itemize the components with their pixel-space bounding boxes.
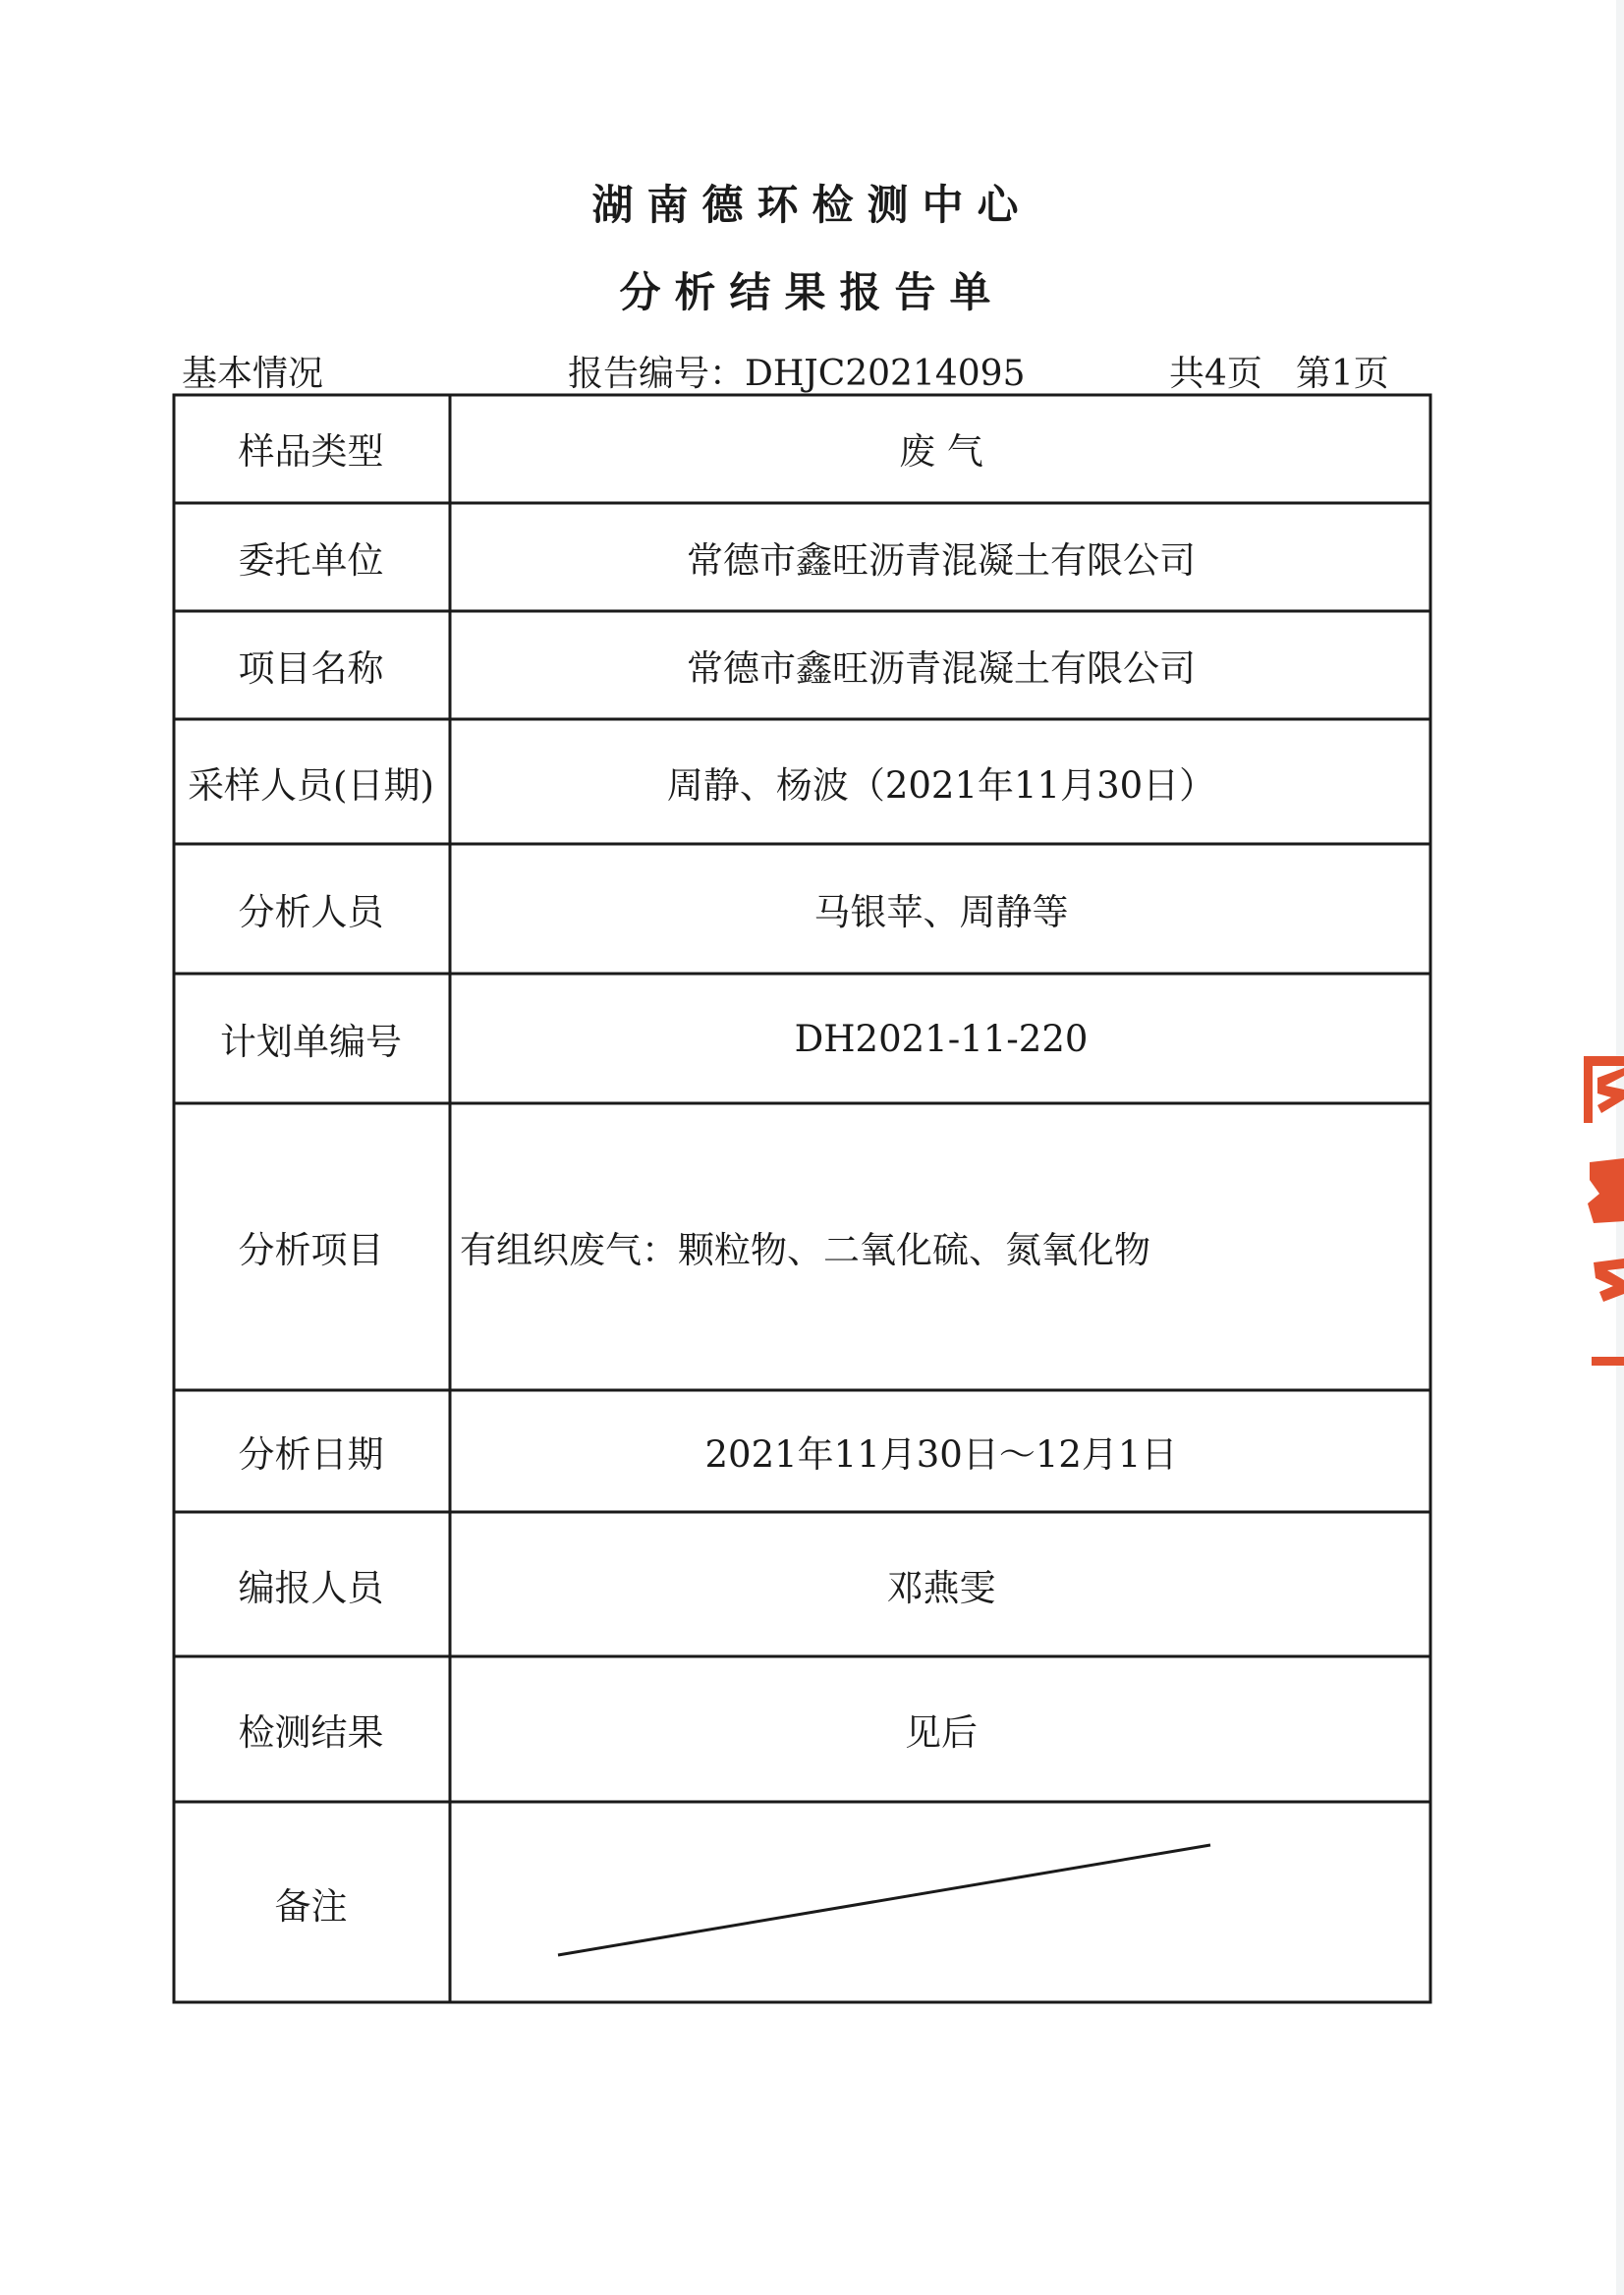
value-test-result: 见后 bbox=[905, 1711, 978, 1754]
label-sampler: 采样人员(日期) bbox=[188, 763, 434, 807]
section-label: 基本情况 bbox=[182, 354, 324, 394]
value-plan-number: DH2021-11-220 bbox=[794, 1017, 1089, 1060]
report-number: 报告编号：DHJC20214095 bbox=[568, 354, 1026, 394]
label-analysis-date: 分析日期 bbox=[238, 1433, 384, 1476]
value-compiler: 邓燕雯 bbox=[886, 1566, 996, 1609]
value-sample-type: 废 气 bbox=[899, 430, 983, 473]
info-table bbox=[172, 393, 1432, 2004]
label-analyst: 分析人员 bbox=[238, 891, 384, 933]
label-test-result: 检测结果 bbox=[238, 1711, 384, 1754]
value-client: 常德市鑫旺沥青混凝土有限公司 bbox=[687, 539, 1196, 582]
value-sampler: 周静、杨波（2021年11月30日） bbox=[666, 763, 1216, 807]
value-remarks bbox=[450, 1802, 1432, 2004]
label-client: 委托单位 bbox=[238, 539, 384, 582]
value-project-name: 常德市鑫旺沥青混凝土有限公司 bbox=[687, 647, 1196, 690]
org-name: 湖南德环检测中心 bbox=[591, 181, 1033, 229]
value-analysis-date: 2021年11月30日～12月1日 bbox=[704, 1433, 1178, 1476]
label-sample-type: 样品类型 bbox=[238, 430, 384, 473]
page-indicator bbox=[1169, 346, 1389, 396]
label-remarks: 备注 bbox=[274, 1885, 348, 1928]
value-analysis-items: 有组织废气：颗粒物、二氧化硫、氮氧化物 bbox=[460, 1229, 1150, 1271]
page-number: 第1页 bbox=[1295, 354, 1389, 394]
label-plan-number: 计划单编号 bbox=[220, 1021, 402, 1063]
seal-stamp-fragment bbox=[1584, 1056, 1624, 1371]
document-title: 分析结果报告单 bbox=[619, 268, 1005, 316]
label-project-name: 项目名称 bbox=[238, 647, 384, 690]
label-analysis-items: 分析项目 bbox=[238, 1229, 384, 1271]
total-pages: 共4页 bbox=[1169, 354, 1262, 394]
label-compiler: 编报人员 bbox=[238, 1566, 384, 1609]
value-analyst: 马银苹、周静等 bbox=[813, 891, 1069, 933]
